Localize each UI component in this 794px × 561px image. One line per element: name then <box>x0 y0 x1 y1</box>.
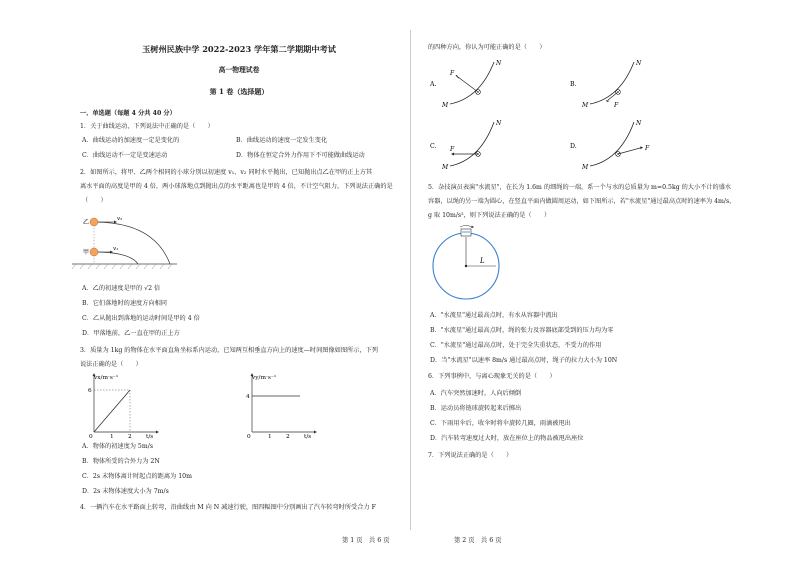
q2-figure <box>72 208 202 276</box>
section-heading: 一、单选题（每题 4 分共 40 分） <box>80 110 176 117</box>
q2-option-a: A．乙的初速度是甲的 √2 倍 <box>82 285 161 292</box>
water-container <box>461 229 471 236</box>
exam-title: 玉树州民族中学 2022-2023 学年第二学期期中考试 <box>142 44 336 54</box>
q3-graph-vy <box>238 372 318 438</box>
q5-figure <box>430 223 506 305</box>
q3-option-c: C．2s 末物体离计时起点的距离为 10m <box>82 473 192 480</box>
q2-option-b: B．它们落地时的速度方向相同 <box>82 300 167 307</box>
q3-stem-line1: 3．质量为 1kg 的物体在水平面直角坐标系内运动，已知两互相垂直方向上的速度—时间图像如图所示，下列 <box>80 347 378 354</box>
q4-figure-d <box>568 118 658 170</box>
q4-c-label: C. <box>430 143 437 150</box>
g2-xlabel: t/s <box>304 434 312 440</box>
q2-option-c: C．乙从抛出到落地的运动时间是甲的 4 倍 <box>82 315 200 322</box>
q5-option-a: A．"水流星"通过最高点时，有水从容器中流出 <box>430 312 558 319</box>
label-jia: 甲 <box>83 249 90 256</box>
exam-subtitle: 高一物理试卷 <box>218 66 260 74</box>
g2-tick-2: 2 <box>286 434 290 440</box>
q4-a-M: M <box>442 102 449 109</box>
g2-tick-0: 0 <box>247 434 251 440</box>
ball-jia <box>90 248 98 256</box>
q3-option-b: B．物体所受的合外力为 2N <box>82 458 160 465</box>
g2-ylabel: vy/m·s⁻¹ <box>252 375 277 381</box>
g2-tick-1: 1 <box>268 434 272 440</box>
q5-stem-line3: g 取 10m/s²，则下列说法正确的是（ ） <box>428 212 551 219</box>
q6-option-a: A．汽车突然加速时，人向后倾倒 <box>430 390 522 397</box>
q3-graph-vx <box>80 372 160 438</box>
q2-option-d: D．甲落地前，乙一直在甲的正上方 <box>82 330 180 337</box>
q2-stem-line3: （ ） <box>82 197 107 204</box>
q3-stem-line2: 说法正确的是（ ） <box>80 361 142 368</box>
q4-figure-c <box>428 118 508 170</box>
q4-d-F: F <box>645 145 650 152</box>
page-left <box>80 0 398 561</box>
q1-option-b: B．曲线运动的速度一定发生变化 <box>236 137 328 144</box>
q4-b-M: M <box>582 102 589 109</box>
q4-c-F: F <box>450 146 455 153</box>
ball-yi <box>90 218 98 226</box>
q5-option-c: C．"水流星"通过最高点时，处于完全失重状态，不受力的作用 <box>430 342 602 349</box>
q4-c-M: M <box>442 164 449 171</box>
q1-option-d: D．物体在恒定合外力作用下不可能做曲线运动 <box>236 152 365 159</box>
q5-option-b: B．"水流星"通过最高点时，绳的张力及容器底部受到的压力均为零 <box>430 327 614 334</box>
q4-b-F: F <box>614 102 619 109</box>
q1-option-a: A．曲线运动的加速度一定是变化的 <box>82 137 180 144</box>
volume-heading: 第 1 卷（选择题） <box>209 87 269 96</box>
q6-option-c: C．下雨用伞后，收伞时将伞旋转几圈，雨滴被甩出 <box>430 420 571 427</box>
q6-stem: 6．下列事例中，与离心现象无关的是（ ） <box>428 373 556 380</box>
g1-tick-6: 6 <box>88 388 92 394</box>
q4-a-label: A. <box>430 81 437 88</box>
q3-option-a: A．物体的初速度为 5m/s <box>82 443 153 450</box>
q4-b-N: N <box>636 60 642 67</box>
q4-stem-line2: 的四种方向，你认为可能正确的是（ ） <box>428 44 546 51</box>
q4-figure-a <box>428 58 508 108</box>
q5-label-L: L <box>480 257 485 265</box>
label-v2: v₂ <box>117 216 123 222</box>
q1-option-c: C．曲线运动不一定是变速运动 <box>82 152 168 159</box>
q4-c-N: N <box>496 120 502 127</box>
q4-stem-line1: 4．一辆汽车在水平路面上转弯，沿曲线由 M 向 N 减速行驶，图四幅图中分别画出了汽车转弯时所受合力 F <box>80 504 376 511</box>
q4-figure-b <box>568 58 648 108</box>
q5-stem-line2: 容器，以绳的另一端为圆心，在竖直平面内做圆周运动，如下图所示，若"水流星"通过最高点时的速率为 4m/s， <box>428 198 736 205</box>
label-yi: 乙 <box>83 219 90 226</box>
q3-option-d: D．2s 末物体速度大小为 7m/s <box>82 488 169 495</box>
g1-tick-2: 2 <box>128 434 132 440</box>
q1-stem: 1．关于曲线运动，下列说法中正确的是（ ） <box>80 123 214 130</box>
q2-stem-line2: 离水平面的高度是甲的 4 倍，两小球落地点到抛出点的水平距离也是甲的 4 倍，不计空气阻力，下列说法正确的是 <box>80 183 393 190</box>
q4-a-F: F <box>450 70 455 77</box>
q4-d-N: N <box>636 120 642 127</box>
page-right <box>428 0 748 561</box>
q4-b-label: B. <box>570 81 577 88</box>
g2-tick-4: 4 <box>246 394 250 400</box>
q6-option-b: B．运动员将链球旋转起来后掷出 <box>430 405 522 412</box>
q4-d-M: M <box>582 164 589 171</box>
q4-a-N: N <box>496 60 502 67</box>
g1-tick-1: 1 <box>110 434 114 440</box>
label-v1: v₁ <box>113 246 119 252</box>
footer-page-2: 第 2 页 共 6 页 <box>454 537 502 544</box>
q5-stem-line1: 5．杂技演员表演"水流星"，在长为 1.6m 的细绳的一端，系一个与水的总质量为 m=0.5kg 的大小不计的盛水 <box>428 184 732 191</box>
q5-option-d: D．当"水流星"以速率 8m/s 通过最高点时，绳子的拉力大小为 10N <box>430 357 618 364</box>
page-divider <box>410 30 411 530</box>
q6-option-d: D．汽车转弯速度过大时，放在座位上的物品被甩出座位 <box>430 435 584 442</box>
q7-stem: 7．下列说法正确的是（ ） <box>428 452 513 459</box>
g1-xlabel: t/s <box>146 434 154 440</box>
g1-tick-0: 0 <box>89 434 93 440</box>
q2-stem-line1: 2．如图所示，将甲、乙两个相同的小球分别以初速度 v₁、v₂ 同时水平抛出，已知抛出点乙在甲的正上方其 <box>80 169 373 176</box>
footer-page-1: 第 1 页 共 6 页 <box>342 537 390 544</box>
g1-ylabel: vx/m·s⁻¹ <box>94 375 119 381</box>
q4-d-label: D. <box>570 143 577 150</box>
